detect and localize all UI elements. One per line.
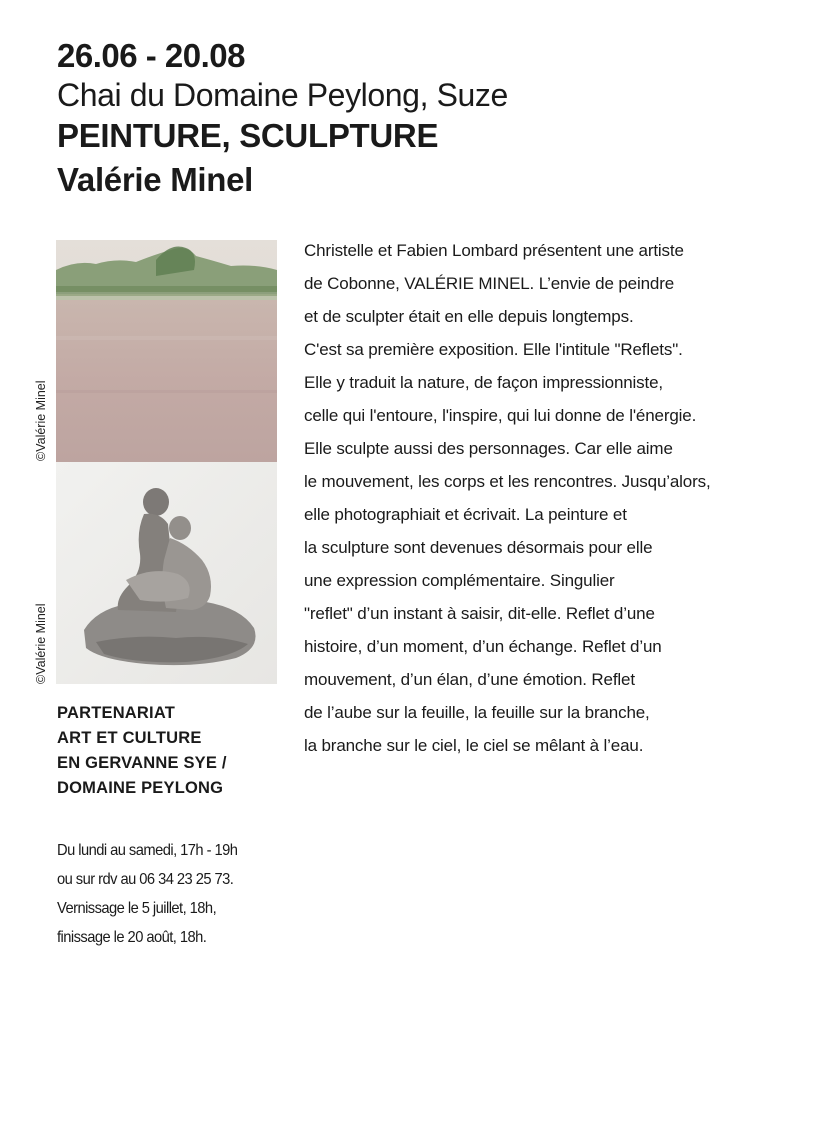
partnership-line: DOMAINE PEYLONG [57,779,224,797]
description-line: de l’aube sur la feuille, la feuille sur la branche, [304,703,650,722]
description-line: Elle sculpte aussi des personnages. Car elle aime [304,439,673,458]
painting-image [56,240,277,462]
description-line: C'est sa première exposition. Elle l'intitule "Reflets". [304,340,683,359]
painting-landscape-graphic [56,240,277,462]
description-block [304,234,804,762]
description-line: le mouvement, les corps et les rencontres. Jusqu’alors, [304,472,711,491]
description-line: de Cobonne, VALÉRIE MINEL. L’envie de peindre [304,274,675,293]
description-line: histoire, d’un moment, d’un échange. Reflet d’un [304,637,662,656]
schedule-block [57,836,297,952]
description-line: Christelle et Fabien Lombard présentent une artiste [304,241,684,260]
description-line: la sculpture sont devenues désormais pour elle [304,538,653,557]
description-line: "reflet" d’un instant à saisir, dit-elle. Reflet d’une [304,604,655,623]
sculpture-figures-graphic [56,462,277,684]
photo-credit-painting: ©Valérie Minel [34,380,48,461]
event-dates: 26.06 - 20.08 [57,37,245,74]
schedule-line: finissage le 20 août, 18h. [57,929,207,946]
description-line: la branche sur le ciel, le ciel se mêlant à l’eau. [304,736,644,755]
description-line: une expression complémentaire. Singulier [304,571,615,590]
partnership-line: EN GERVANNE SYE / [57,754,227,772]
schedule-line: ou sur rdv au 06 34 23 25 73. [57,871,234,888]
schedule-line: Vernissage le 5 juillet, 18h, [57,900,217,917]
partnership-line: ART ET CULTURE [57,729,202,747]
description-line: mouvement, d’un élan, d’une émotion. Reflet [304,670,635,689]
description-line: elle photographiait et écrivait. La peinture et [304,505,627,524]
sculpture-image [56,462,277,684]
partnership-block [57,701,287,801]
event-discipline: PEINTURE, SCULPTURE [57,117,439,154]
photo-credit-sculpture: ©Valérie Minel [34,603,48,684]
description-line: Elle y traduit la nature, de façon impressionniste, [304,373,663,392]
event-header [57,36,797,202]
description-line: celle qui l'entoure, l'inspire, qui lui donne de l'énergie. [304,406,697,425]
schedule-line: Du lundi au samedi, 17h - 19h [57,842,238,859]
description-line: et de sculpter était en elle depuis longtemps. [304,307,634,326]
partnership-line: PARTENARIAT [57,704,175,722]
artist-name: Valérie Minel [57,161,254,198]
event-venue: Chai du Domaine Peylong, Suze [57,77,508,113]
